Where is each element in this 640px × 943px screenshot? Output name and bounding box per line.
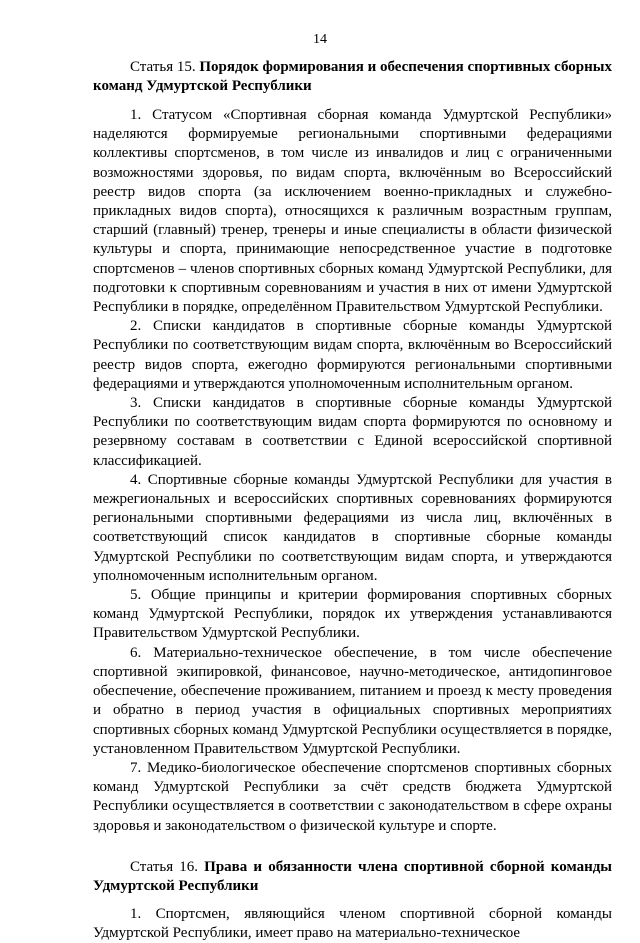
page-number: 14 — [313, 32, 327, 47]
article-16-title: Права и обязанности члена спортивной сборной команды Удмуртской Республики — [93, 858, 613, 894]
article-15-paragraph-2: 2. Списки кандидатов в спортивные сборные команды Удмуртской Республики по соответствующим видам спорта, включённым во Всероссийский реестр видов спорта, ежегодно формируются региональными спортивными федерациями и утверждаются уполномоченным исполнительным органом. — [93, 318, 612, 392]
article-15-paragraph-3: 3. Списки кандидатов в спортивные сборные команды Удмуртской Республики по соответствующим видам спорта формируются по основному и резервному составам в соответствии с Единой всероссийской спортивной классификацией. — [93, 395, 612, 469]
article-15-paragraph-1: 1. Статусом «Спортивная сборная команда Удмуртской Республики» наделяются формируемые региональными спортивными федерациями коллективы спортсменов, в том числе из инвалидов и лиц с ограниченными возможностями здоровья, по видам спорта, включённым во Всероссийский реестр видов спорта (за исключением военно-прикладных и служебно-прикладных видов спорта), относящихся к различным возрастным группам, старший (главный) тренер, тренеры и иные специалисты в области физической культуры и спорта, принимающие непосредственное участие в подготовке спортсменов – членов спортивных сборных команд Удмуртской Республики, для подготовки к спортивным соревнованиям и участия в них от имени Удмуртской Республики в порядке, определённом Правительством Удмуртской Республики. — [93, 107, 612, 316]
article-16-heading — [93, 858, 612, 896]
article-15-paragraph-4: 4. Спортивные сборные команды Удмуртской Республики для участия в межрегиональных и всероссийских спортивных соревнованиях формируются региональными спортивными федерациями из числа лиц, включённых в соответствующий список кандидатов в спортивные сборные команды Удмуртской Республики по соответствующим видам спорта, и утверждаются уполномоченным исполнительным органом. — [93, 471, 612, 584]
document-body — [93, 58, 612, 943]
article-16-prefix: Статья 16. — [130, 858, 199, 875]
article-16-paragraph-1: 1. Спортсмен, являющийся членом спортивной сборной команды Удмуртской Республики, имеет право на материально-техническое — [93, 905, 612, 941]
article-15-paragraph-6: 6. Материально-техническое обеспечение, в том числе обеспечение спортивной экипировкой, финансовое, научно-методическое, антидопинговое обеспечение, обеспечение проживанием, питанием и проезд к месту проведения и обратно в период участия в официальных спортивных мероприятиях спортивных сборных команд Удмуртской Республики осуществляется в порядке, установленном Правительством Удмуртской Республики. — [93, 644, 612, 757]
article-15-heading — [93, 58, 612, 96]
article-15-prefix: Статья 15. — [130, 59, 196, 75]
article-15-title: Порядок формирования и обеспечения спортивных сборных команд Удмуртской Республики — [93, 59, 612, 94]
article-15-paragraph-7: 7. Медико-биологическое обеспечение спортсменов спортивных сборных команд Удмуртской Республики за счёт средств бюджета Удмуртской Республики осуществляется в соответствии с законодательством в сфере охраны здоровья и законодательством о физической культуре и спорте. — [93, 759, 612, 834]
article-15-paragraph-5: 5. Общие принципы и критерии формирования спортивных сборных команд Удмуртской Республики, порядок их утверждения устанавливаются Правительством Удмуртской Республики. — [93, 587, 612, 642]
